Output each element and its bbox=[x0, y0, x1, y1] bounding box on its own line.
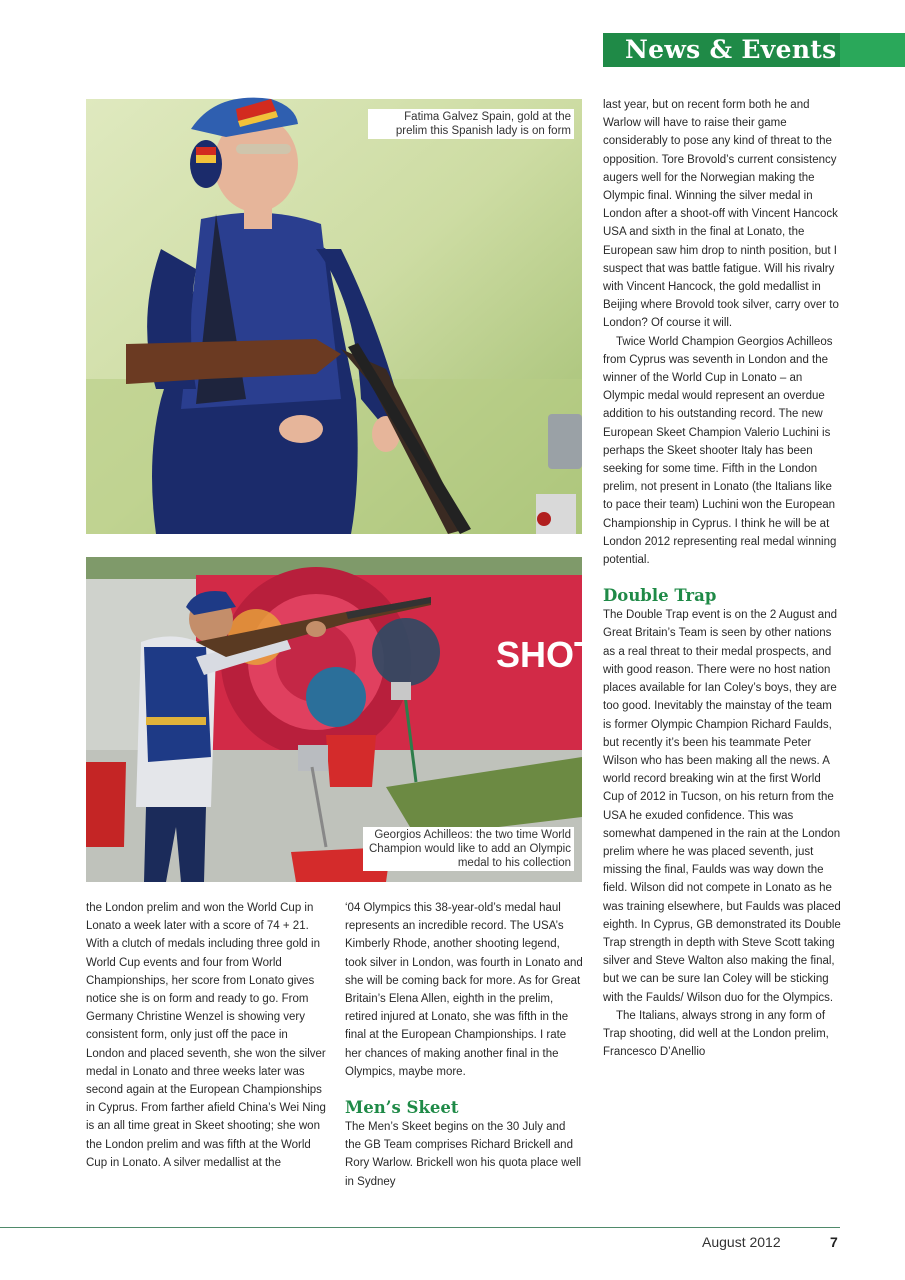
paragraph: The Men’s Skeet begins on the 30 July and the GB Team comprises Richard Brickell and Rory Warlow. Brickell won his quota place well in Sydney bbox=[345, 1121, 582, 1188]
backdrop-text: SHOT bbox=[496, 634, 597, 675]
heading-double-trap: Double Trap bbox=[603, 586, 717, 606]
paragraph: last year, but on recent form both he and Warlow will have to raise their game considerably to pose any kind of threat to the opposition. Tore Brovold’s current consistency augers well for the Norwegian making the Olympic final. Winning the silver medal in London after a shoot-off with Vincent Hancock USA and sixth in the final at Lonato, the European saw him drop to ninth position, but I suspect that was battle fatigue. Will his rivalry with Vincent Hancock, the gold medallist in Beijing where Brovold took silver, carry over to London? Of course it will. bbox=[603, 99, 839, 330]
photo-caption-bottom: Georgios Achilleos: the two time World Champion would like to add an Olympic medal to his collection bbox=[363, 827, 574, 871]
photo-fatima-galvez bbox=[86, 99, 582, 534]
photo-georgios-achilleos bbox=[86, 557, 597, 882]
photo-caption-top: Fatima Galvez Spain, gold at the prelim this Spanish lady is on form bbox=[368, 109, 574, 139]
article-column-2 bbox=[345, 899, 583, 1191]
paragraph: Twice World Champion Georgios Achilleos from Cyprus was seventh in London and the winner of the World Cup in Lonato – an Olympic medal would represent an overdue addition to his outstanding record. The new European Skeet Champion Valerio Luchini is perhaps the Skeet shooter Italy has been seeking for some time. Fifth in the London prelim, not present in Lonato (the Italians like to pace their team) Luchini won the European Championship in Cyprus. I think he will be at London 2012 representing real medal winning potential. bbox=[603, 335, 837, 567]
paragraph: ‘04 Olympics this 38-year-old’s medal haul represents an incredible record. The USA’s Kimberly Rhode, another shooting legend, took silver in London, was fourth in Lonato and she will be coming back for more. As for Great Britain’s Elena Allen, eighth in the prelim, retired injured at Lonato, she was fifth in the final at the European Championships. I rate her chances of making another final in the Olympics, maybe more. bbox=[345, 902, 583, 1078]
footer-date: August 2012 bbox=[702, 1234, 781, 1250]
page-number: 7 bbox=[830, 1234, 838, 1250]
section-title: News & Events bbox=[625, 35, 837, 64]
article-column-1 bbox=[86, 899, 326, 1172]
article-column-3 bbox=[603, 96, 843, 1061]
footer-rule bbox=[0, 1227, 840, 1228]
paragraph: the London prelim and won the World Cup in Lonato a week later with a score of 74 + 21. With a clutch of medals including three gold in World Cup events and four from World Championships, her score from Lonato gives notice she is on form and ready to go. From Germany Christine Wenzel is showing very consistent form, only just off the pace in London and placed seventh, she won the silver medal in Lonato and three weeks later was second again at the European Championships in Cyprus. From farther afield China’s Wei Ning is an all time great in Skeet shooting; she won the London prelim and was fifth at the World Cup in Lonato. A silver medallist at the bbox=[86, 902, 326, 1169]
section-banner bbox=[603, 33, 905, 67]
paragraph: The Italians, always strong in any form of Trap shooting, did well at the London prelim, Francesco D’Anellio bbox=[603, 1009, 829, 1059]
paragraph: The Double Trap event is on the 2 August and Great Britain’s Team is seen by other nations as a real threat to their medal prospects, and with good reason. There were no host nation places available for Ian Coley’s boys, they are too good. Inevitably the mainstay of the team is former Olympic Champion Richard Faulds, but recently it’s been his teammate Peter Wilson who has been making all the news. A world record breaking win at the first World Cup of 2012 in Tucson, on his return from the USA he exuded confidence. This was somewhat dampened in the rain at the London prelim where he was placed seventh, just missing the final, Faulds was way down the field. Wilson did not compete in Lonato as he was training elsewhere, but Faulds was placed eighth. In Cyprus, GB demonstrated its Double Trap strength in depth with Steve Scott taking silver and Steve Walton also making the final, but we can be sure Ian Coley will be sticking with the Faulds/ Wilson duo for the Olympics. bbox=[603, 609, 841, 1004]
shooter-illustration-top bbox=[86, 99, 582, 534]
banner-stripe bbox=[840, 33, 905, 67]
heading-mens-skeet: Men’s Skeet bbox=[345, 1098, 459, 1118]
